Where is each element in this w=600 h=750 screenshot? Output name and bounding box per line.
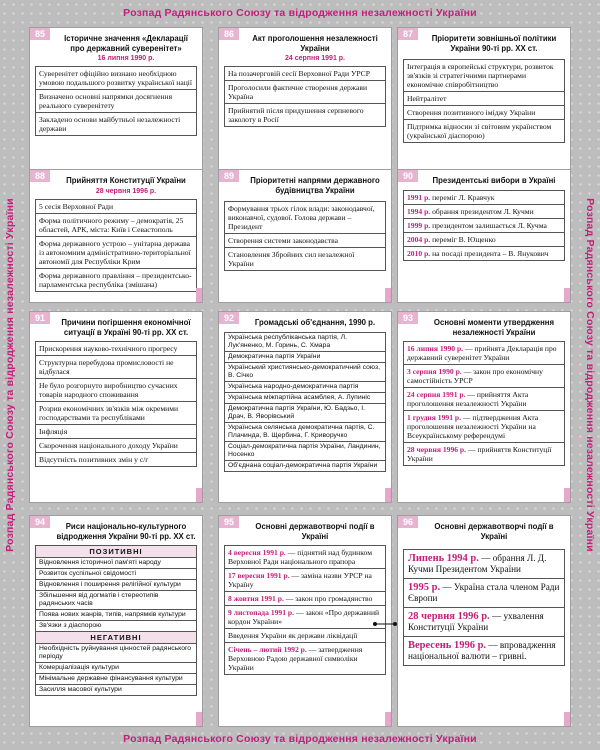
list-item: Розрив економічних зв'язків між окремими господарствами та республіками <box>35 402 197 425</box>
card-heading: Риси національно-культурного відродження України 90-ті рр. XX ст. <box>56 522 196 541</box>
card-number: 91 <box>30 312 50 324</box>
card-heading: Основні моменти утвердження незалежності України <box>433 318 555 337</box>
list-item: Скорочення національного доходу України <box>35 439 197 453</box>
bottom-banner-title: Розпад Радянського Союзу та відродження незалежності України <box>123 733 477 745</box>
list-item: Необхідність руйнування цінностей радянського періоду <box>35 644 197 663</box>
list-item: Українська міжпартійна асамблея, А. Лупиніс <box>224 393 386 404</box>
card-date: 28 червня 1996 р. <box>95 187 157 195</box>
list-item: Об'єднана соціал-демократична партія України <box>224 461 386 472</box>
card-90 <box>398 170 570 302</box>
card-91 <box>30 312 202 502</box>
card-number: 87 <box>398 28 418 40</box>
negative-subheading: НЕГАТИВНІ <box>35 632 197 644</box>
card-number: 85 <box>30 28 50 40</box>
card-number: 93 <box>398 312 418 324</box>
card-92 <box>219 312 391 502</box>
card-number: 94 <box>30 516 50 528</box>
list-item: 1999 р. президентом залишається Л. Кучма <box>403 219 565 233</box>
list-item: Відновлення і поширення релігійної культури <box>35 580 197 591</box>
card-88 <box>30 170 202 302</box>
list-item: Українська народно-демократична партія <box>224 382 386 393</box>
list-item: 17 вересня 1991 р. — заміна назви УРСР на Україну <box>224 569 386 592</box>
list-item: Нейтралітет <box>403 92 565 106</box>
list-item: Відсутність позитивних змін у с/г <box>35 453 197 467</box>
card-93 <box>398 312 570 502</box>
list-item: Комерціалізація культури <box>35 663 197 674</box>
positive-subheading: ПОЗИТИВНІ <box>35 545 197 558</box>
list-item: Підтримка відносин зі світовим українством (української діаспорою) <box>403 120 565 143</box>
list-item: 16 липня 1990 р. — прийнята Декларація про державний суверенітет України <box>403 341 565 365</box>
list-item: Введення України як держави ліквідації <box>224 629 386 643</box>
card-number: 92 <box>219 312 239 324</box>
top-banner-title: Розпад Радянського Союзу та відродження незалежності України <box>123 7 477 19</box>
card-96 <box>398 516 570 726</box>
card-heading: Основні державотворчі події в Україні <box>255 522 375 541</box>
list-item: Закладено основи майбутньої незалежності держави <box>35 113 197 136</box>
card-number: 95 <box>219 516 239 528</box>
list-item: Українська республіканська партія, Л. Лук'яненко, М. Горинь, С. Хмара <box>224 332 386 352</box>
card-number: 90 <box>398 170 418 182</box>
card-heading: Громадські об'єднання, 1990 р. <box>254 318 376 327</box>
list-item: 5 сесія Верховної Ради <box>35 199 197 214</box>
card-94 <box>30 516 202 726</box>
card-heading: Прийняття Конституції України <box>66 176 186 185</box>
list-item: Демократична партія України <box>224 352 386 363</box>
list-item: 24 серпня 1991 р. — прийняття Акта проголошення незалежності України <box>403 388 565 411</box>
corner-tab <box>385 488 391 502</box>
list-item: Липень 1994 р. — обрання Л. Д. Кучми Президентом України <box>403 549 565 579</box>
list-item: Відновлення історичної пам'яті народу <box>35 558 197 569</box>
list-item: 9 листопада 1991 р. — закон «Про державний кордон України» <box>224 606 386 629</box>
card-number: 89 <box>219 170 239 182</box>
corner-tab <box>564 488 570 502</box>
card-date: 24 серпня 1991 р. <box>284 55 346 62</box>
corner-tab <box>385 288 391 302</box>
card-date: 16 липня 1990 р. <box>97 55 155 62</box>
list-item: 2004 р. переміг В. Ющенко <box>403 233 565 247</box>
left-side-title: Розпад Радянського Союзу та відродження незалежності України <box>4 198 16 552</box>
list-item: 1991 р. переміг Л. Кравчук <box>403 190 565 205</box>
list-item: Форма державного устрою – унітарна держава із автономним адміністративно-територіальної автономії для Республіки Крим <box>35 237 197 269</box>
list-item: Інтеграція в європейські структури, розвиток зв'язків зі стратегічними партнерами економічне співробітництво <box>403 59 565 92</box>
corner-tab <box>196 288 202 302</box>
list-item: На позачерговій сесії Верховної Ради УРСР <box>224 66 386 81</box>
card-heading: Акт проголошення незалежності України <box>252 34 378 53</box>
list-item: 1 грудня 1991 р. — підтвердження Акта проголошення незалежності України на Всеукраїнському референдумі <box>403 411 565 443</box>
list-item: 1995 р. — Україна стала членом Ради Європи <box>403 579 565 608</box>
list-item: Прискорення науково-технічного прогресу <box>35 341 197 356</box>
card-number: 86 <box>219 28 239 40</box>
list-item: Вересень 1996 р. — впровадження національної валюти – гривні. <box>403 637 565 666</box>
list-item: 4 вересня 1991 р. — піднятий над будинком Верховної Ради національного прапора <box>224 545 386 569</box>
card-95 <box>219 516 391 726</box>
list-item: Соціал-демократична партія України, Ландинин, Носенко <box>224 442 386 461</box>
list-item: Засилля масової культури <box>35 685 197 696</box>
list-item: 8 жовтня 1991 р. — закон про громадянство <box>224 592 386 606</box>
list-item: Українська селянська демократична партія, С. Плачинда, В. Щербина, Г. Криворучко <box>224 423 386 442</box>
list-item: 2010 р. на посаді президента – В. Янукович <box>403 247 565 261</box>
list-item: Прийнятий після придушення серпневого заколоту в Росії <box>224 104 386 127</box>
list-item: Не було розгорнуто виробництво сучасних товарів народного споживання <box>35 379 197 402</box>
list-item: Створення позитивного іміджу України <box>403 106 565 120</box>
list-item: Створення системи законодавства <box>224 234 386 248</box>
corner-tab <box>564 288 570 302</box>
list-item: Становлення Збройних сил незалежної України <box>224 248 386 271</box>
card-heading: Історичне значення «Декларації про державний суверенітет» <box>64 34 188 53</box>
card-number: 88 <box>30 170 50 182</box>
list-item: Зв'язки з діаспорою <box>35 621 197 632</box>
list-item: Інфляція <box>35 425 197 439</box>
list-item: 3 серпня 1990 р. — закон про економічну самостійність УРСР <box>403 365 565 388</box>
card-heading: Основні державотворчі події в Україні <box>434 522 554 541</box>
card-89 <box>219 170 391 302</box>
list-item: 28 червня 1996 р. — ухвалення Конституції України <box>403 608 565 637</box>
list-item: 28 червня 1996 р. — прийняття Конституції України <box>403 443 565 466</box>
connector-arrow-icon <box>372 620 398 628</box>
list-item: Збільшення від догматів і стереотипів радянських часів <box>35 591 197 610</box>
list-item: Український християнсько-демократичний союз, В. Січко <box>224 363 386 382</box>
corner-tab <box>196 712 202 726</box>
corner-tab <box>564 712 570 726</box>
list-item: Поява нових жанрів, типів, напрямків культури <box>35 610 197 621</box>
card-heading: Президентські вибори в Україні <box>432 176 556 185</box>
card-heading: Пріоритети зовнішньої політики України 90-ті рр. XX ст. <box>431 34 557 53</box>
list-item: Розвиток суспільної свідомості <box>35 569 197 580</box>
list-item: Проголосили фактичне створення держави Україна <box>224 81 386 104</box>
right-side-title: Розпад Радянського Союзу та відродження незалежності України <box>584 198 596 552</box>
list-item: Демократична партія України, Ю. Бадзьо, І. Драч, В. Яворівський <box>224 404 386 423</box>
card-heading: Пріоритетні напрями державного будівництва України <box>250 176 380 195</box>
list-item: Форма політичного режиму – демократія, 25 областей, АРК, міста: Київ і Севастополь <box>35 214 197 237</box>
list-item: Січень – лютий 1992 р. — затвердження Верховною Радою державної символіки України <box>224 643 386 675</box>
list-item: Суверенітет офіційно визнано необхідною умовою подальшого розвитку української нації <box>35 66 197 90</box>
corner-tab <box>196 488 202 502</box>
list-item: Формування трьох гілок влади: законодавчої, виконавчої, судової. Голова держави – Президент <box>224 201 386 234</box>
list-item: Форма державного правління – президентсько-парламентська республіка (змішана) <box>35 269 197 292</box>
list-item: Мінімальне державне фінансування культури <box>35 674 197 685</box>
list-item: 1994 р. обрання президентом Л. Кучми <box>403 205 565 219</box>
card-heading: Причини погіршення економічної ситуації в Україні 90-ті рр. XX ст. <box>61 318 191 337</box>
list-item: Структурна перебудова промисловості не відбулася <box>35 356 197 379</box>
card-number: 96 <box>398 516 418 528</box>
list-item: Визначено основні напрямки досягнення реального суверенітету <box>35 90 197 113</box>
corner-tab <box>385 712 391 726</box>
